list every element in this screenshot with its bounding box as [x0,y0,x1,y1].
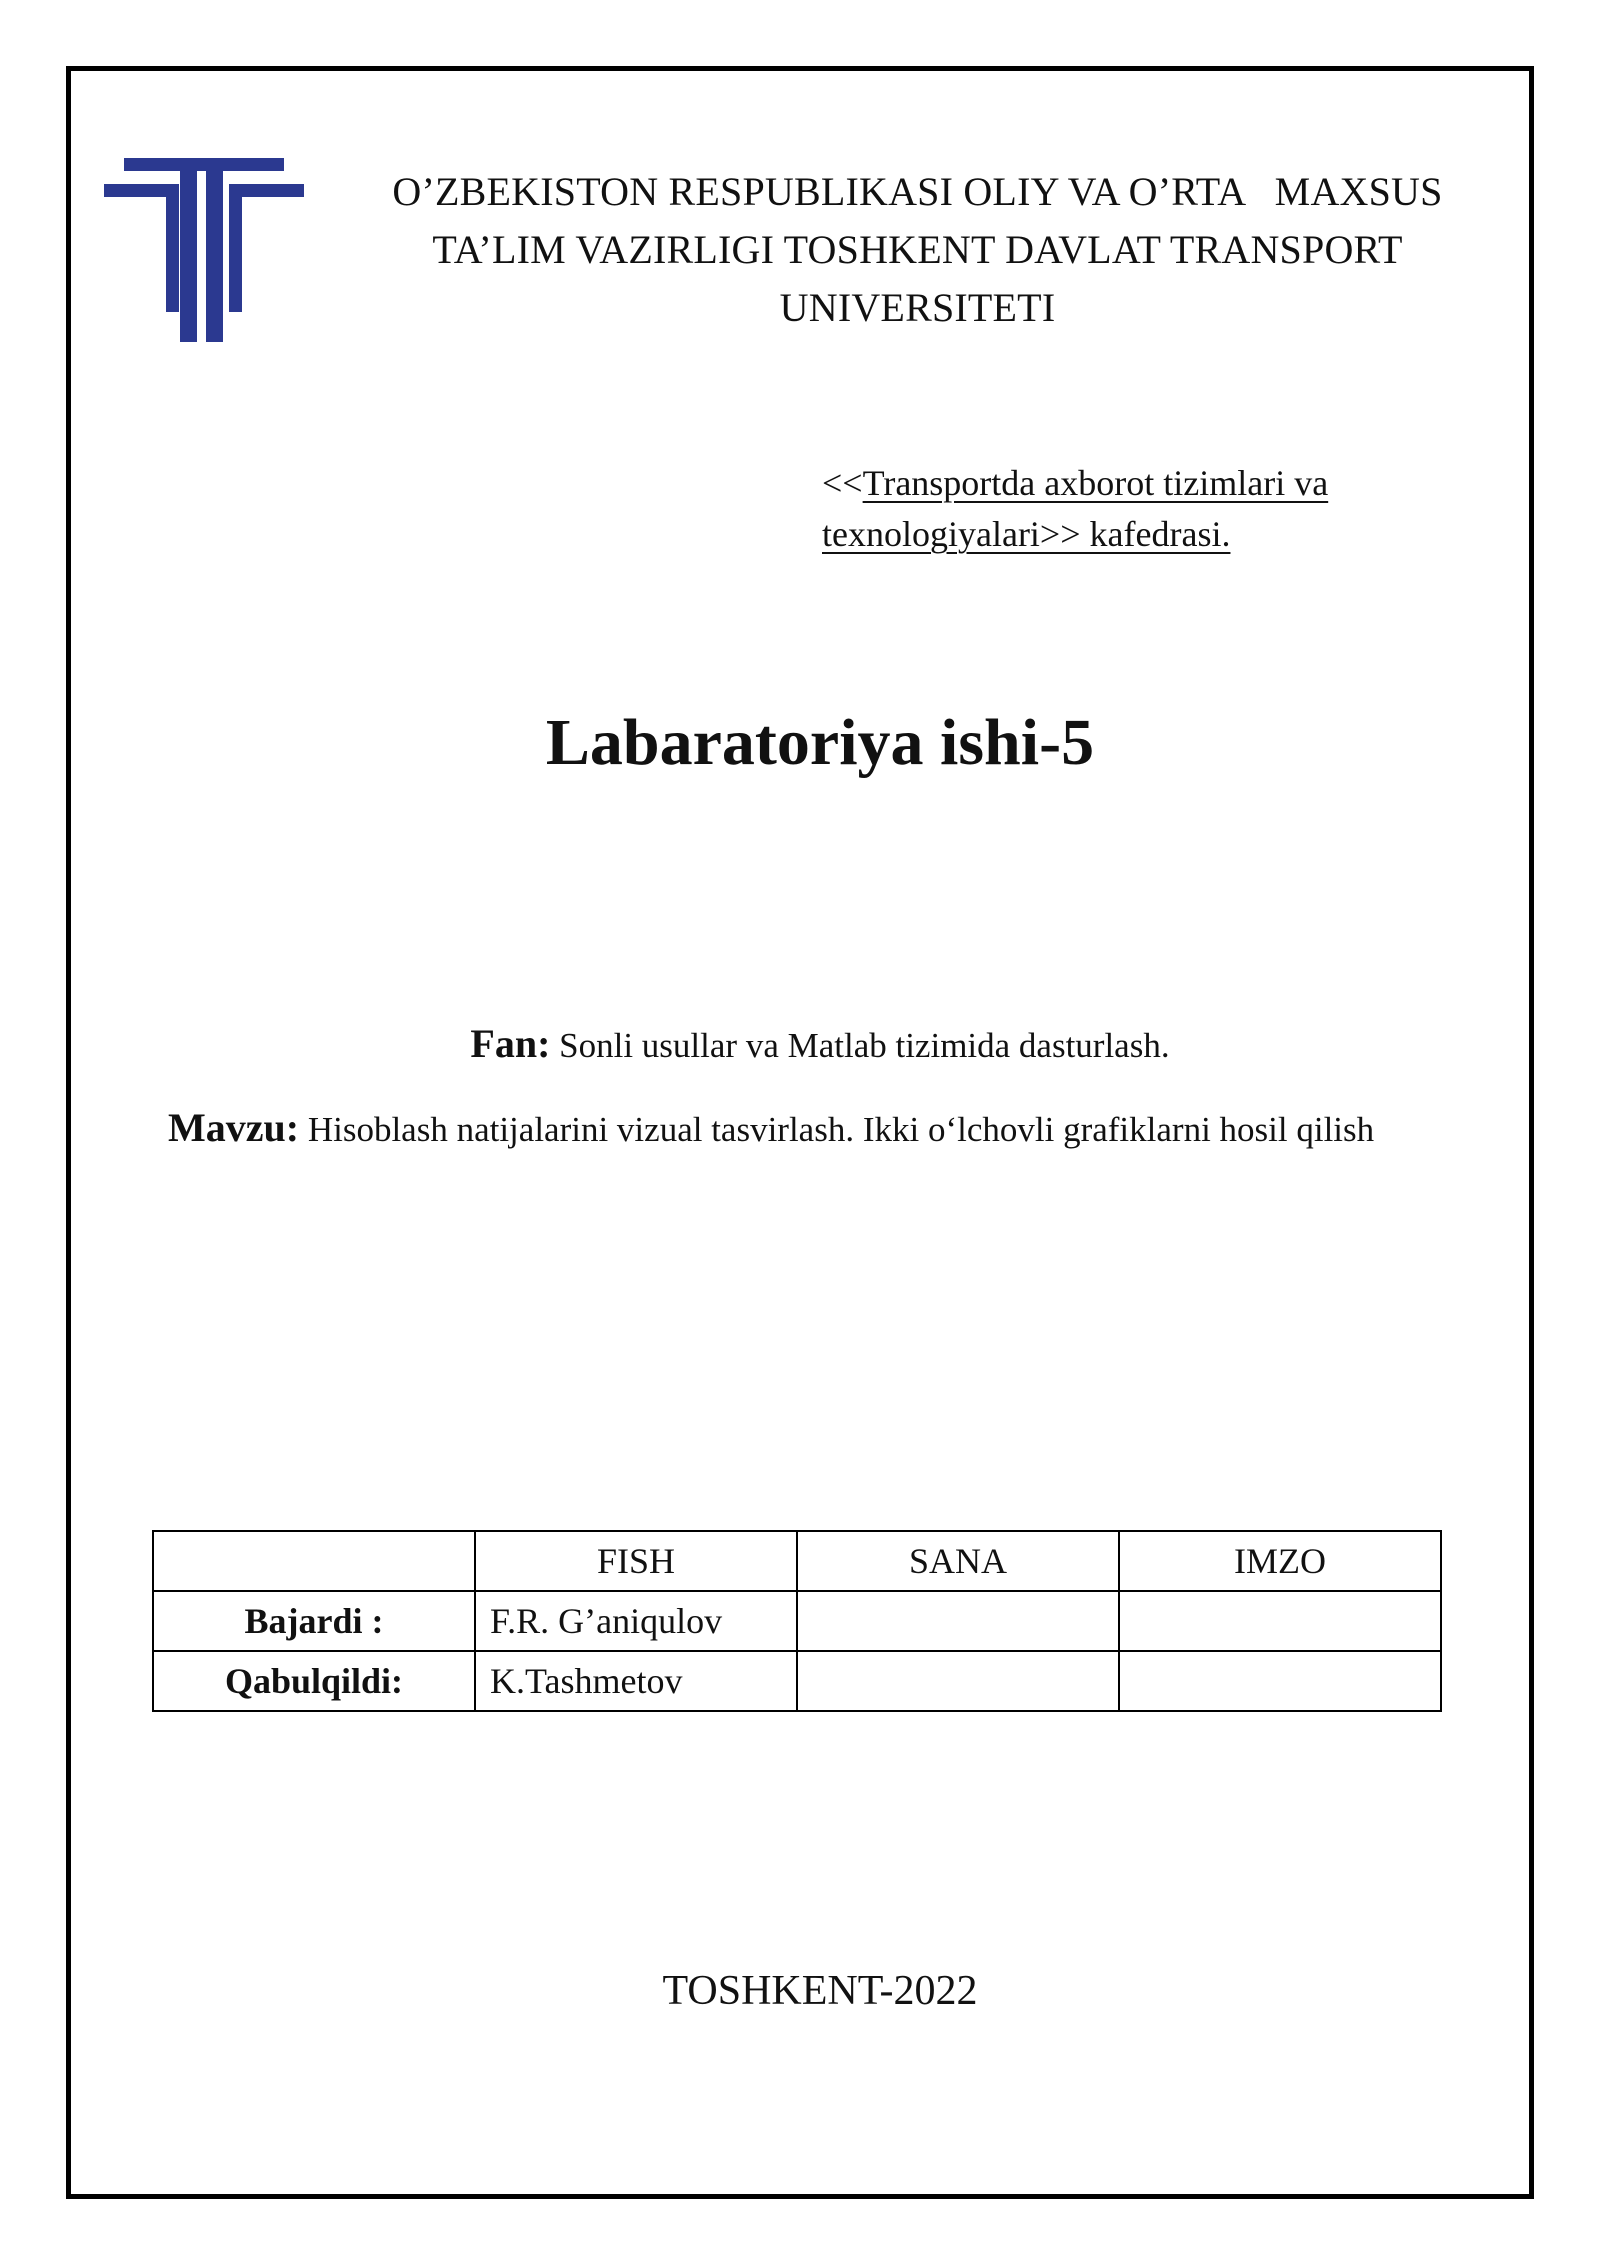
subject-value: Sonli usullar va Matlab tizimida dasturlash. [559,1026,1170,1065]
subject-label: Fan: [470,1021,551,1066]
header-line: UNIVERSITETI [779,285,1056,330]
table-header-row [153,1531,1441,1591]
department-prefix: << [822,463,863,503]
header-line: O’ZBEKISTON RESPUBLIKASI OLIY VA O’RTA MAXSUS [392,169,1443,214]
row-role: Qabulqildi: [153,1651,475,1711]
row-date [797,1651,1119,1711]
table-header [153,1531,475,1591]
row-signature [1119,1591,1441,1651]
row-signature [1119,1651,1441,1711]
department-line2: texnologiyalari>> kafedrasi. [822,514,1231,554]
topic-line [168,1104,1528,1151]
department-line1: Transportda axborot tizimlari va [862,463,1329,503]
topic-label: Mavzu: [168,1105,300,1150]
row-role: Bajardi : [153,1591,475,1651]
institution-header [330,163,1505,337]
topic-value: Hisoblash natijalarini vizual tasvirlash. Ikki o‘lchovli grafiklarni hosil qilish [307,1110,1375,1149]
subject-line [0,1020,1600,1067]
table-row [153,1591,1441,1651]
table-header: FISH [475,1531,797,1591]
row-date [797,1591,1119,1651]
university-logo [104,158,304,342]
city-year: TOSHKENT-2022 [662,1968,978,2014]
department [822,458,1442,560]
table-header: IMZO [1119,1531,1441,1591]
signature-table [152,1530,1442,1712]
table-row [153,1651,1441,1711]
document-title: Labaratoriya ishi-5 [545,706,1095,779]
header-line: TA’LIM VAZIRLIGI TOSHKENT DAVLAT TRANSPORT [432,227,1403,272]
table-header: SANA [797,1531,1119,1591]
row-name: K.Tashmetov [475,1651,797,1711]
row-name: F.R. G’aniqulov [475,1591,797,1651]
